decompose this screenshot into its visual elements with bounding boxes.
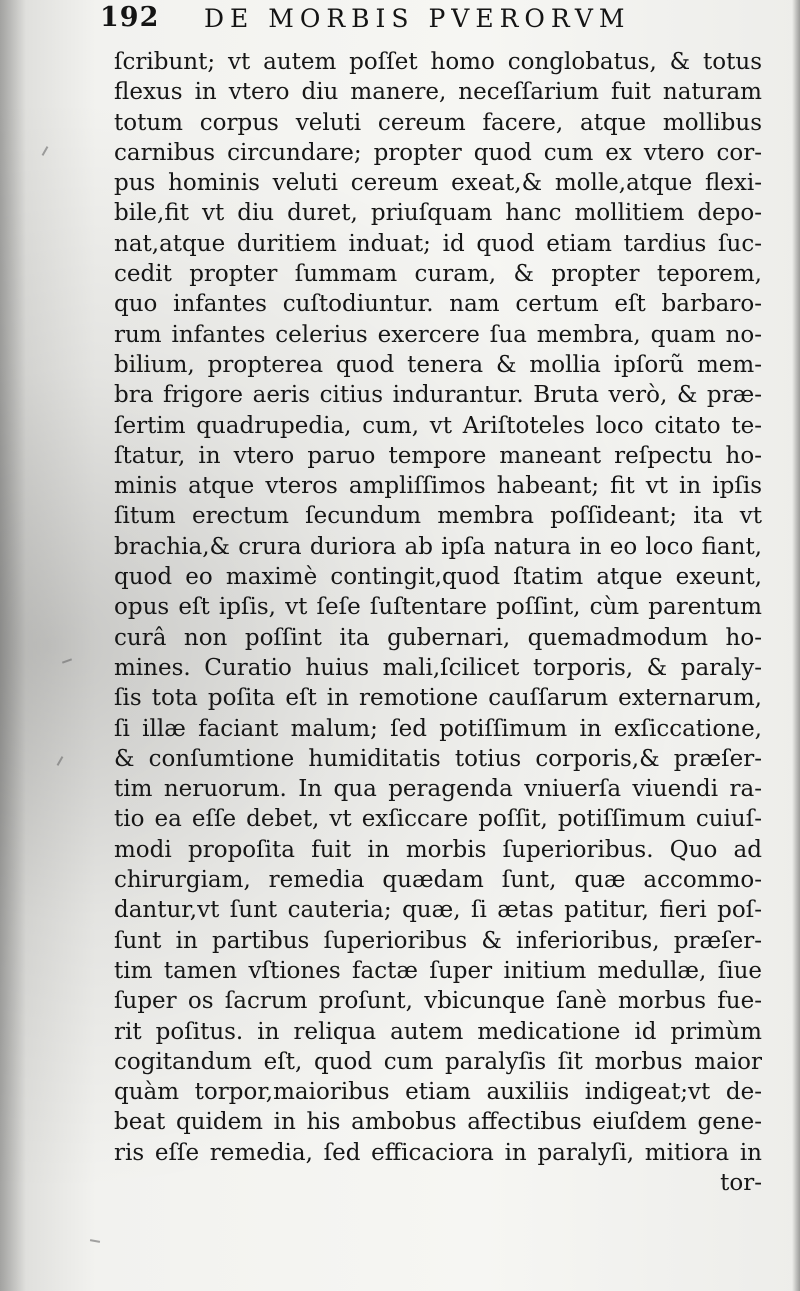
text-line: dantur,vt ſunt cauteria; quæ, ſi ætas patitur, fieri poſ-	[114, 897, 762, 924]
text-line: rum infantes celerius exercere ſua membra, quam no-	[114, 321, 762, 348]
text-line: tim neruorum. In qua peragenda vniuerſa viuendi ra-	[114, 776, 762, 803]
text-line: opus eſt ipſis, vt ſeſe ſuſtentare poſſint, cùm parentum	[114, 594, 762, 621]
text-line: cedit propter ſummam curam, & propter teporem,	[114, 261, 762, 288]
page-header	[100, 2, 700, 36]
text-line: ſi illæ faciant malum; ſed potiſſimum in exſiccatione,	[114, 715, 762, 742]
body-text	[114, 47, 762, 1198]
page-number: 192	[100, 2, 160, 33]
ink-speck	[57, 756, 64, 766]
ink-speck	[42, 146, 49, 156]
text-line: minis atque vteros ampliſſimos habeant; fit vt in ipſis	[114, 473, 762, 500]
text-line: bile,fit vt diu duret, priuſquam hanc mollitiem depo-	[114, 200, 762, 227]
text-line: nat,atque duritiem induat; id quod etiam tardius ſuc-	[114, 230, 762, 257]
text-line: curâ non poſſint ita gubernari, quemadmodum ho-	[114, 624, 762, 651]
text-line: chirurgiam, remedia quædam ſunt, quæ accommo-	[114, 867, 762, 894]
text-line: quo infantes cuſtodiuntur. nam certum eſt barbaro-	[114, 291, 762, 318]
text-line: tim tamen vſtiones factæ ſuper initium medullæ, ſiue	[114, 957, 762, 984]
text-line: bra frigore aeris citius indurantur. Bruta verò, & præ-	[114, 382, 762, 409]
text-line: quod eo maximè contingit,quod ſtatim atque exeunt,	[114, 564, 762, 591]
text-line: pus hominis veluti cereum exeat,& molle,atque flexi-	[114, 170, 762, 197]
text-line: & conſumtione humiditatis totius corporis,& præſer-	[114, 745, 762, 772]
page-edge-shadow	[792, 0, 800, 1291]
text-line: mines. Curatio huius mali,ſcilicet torporis, & paraly-	[114, 654, 762, 681]
text-line: ſuper os ſacrum proſunt, vbicunque ſanè morbus fue-	[114, 988, 762, 1015]
binding-shadow	[0, 0, 26, 1291]
ink-speck	[62, 658, 72, 663]
text-line: totum corpus veluti cereum facere, atque mollibus	[114, 109, 762, 136]
text-line: quàm torpor,maioribus etiam auxiliis indigeat;vt de-	[114, 1079, 762, 1106]
text-line: ſcribunt; vt autem poſſet homo conglobatus, & totus	[114, 49, 762, 75]
text-line: flexus in vtero diu manere, neceſſarium fuit naturam	[114, 79, 762, 106]
text-line: rit poſitus. in reliqua autem medicatione id primùm	[114, 1018, 762, 1045]
catchword: tor-	[720, 1169, 762, 1196]
text-line: ſunt in partibus ſuperioribus & inferioribus, præſer-	[114, 927, 762, 954]
ink-speck	[90, 1239, 100, 1243]
text-line: cogitandum eſt, quod cum paralyſis ſit morbus maior	[114, 1048, 762, 1075]
text-line: carnibus circundare; propter quod cum ex vtero cor-	[114, 139, 762, 166]
text-line: modi propoſita fuit in morbis ſuperioribus. Quo ad	[114, 836, 762, 863]
running-title: DE MORBIS PVERORVM	[204, 4, 631, 33]
text-line: ſis tota poſita eſt in remotione cauſſarum externarum,	[114, 685, 762, 712]
text-line: tio ea eſſe debet, vt exſiccare poſſit, potiſſimum cuiuſ-	[114, 806, 762, 833]
text-line: ſitum erectum ſecundum membra poſſideant; ita vt	[114, 503, 762, 530]
text-line: beat quidem in his ambobus affectibus eiuſdem gene-	[114, 1109, 762, 1136]
text-line: ſertim quadrupedia, cum, vt Ariſtoteles loco citato te-	[114, 412, 762, 439]
text-line: ris eſſe remedia, ſed efficaciora in paralyſi, mitiora in	[114, 1139, 762, 1166]
text-line: brachia,& crura duriora ab ipſa natura in eo loco fiant,	[114, 533, 762, 560]
text-line: bilium, propterea quod tenera & mollia ipſorũ mem-	[114, 351, 762, 378]
text-line: ſtatur, in vtero paruo tempore maneant reſpectu ho-	[114, 442, 762, 469]
